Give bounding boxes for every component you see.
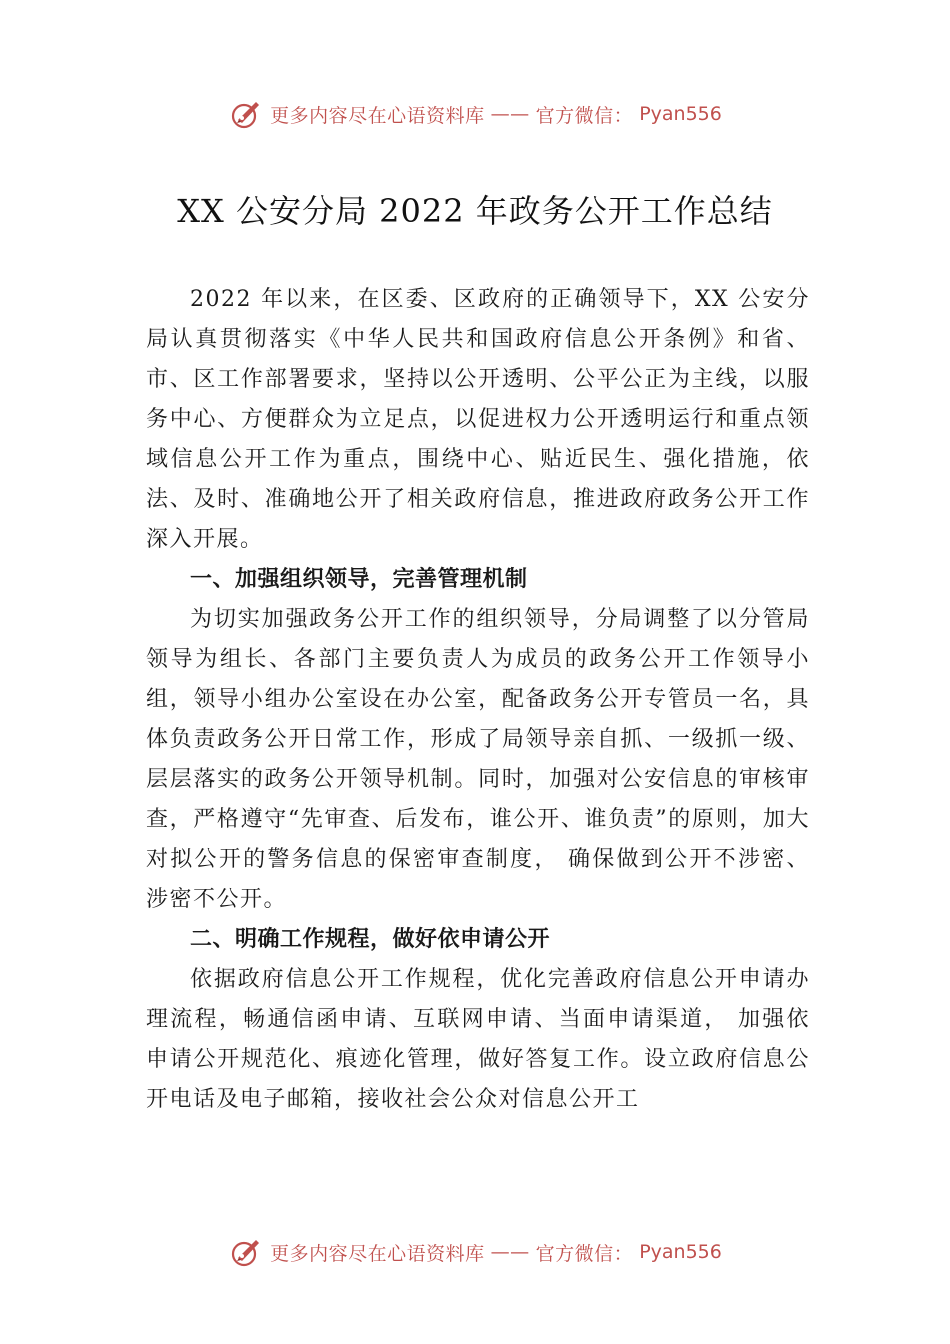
quill-pen-icon	[228, 96, 264, 132]
watermark-text: 更多内容尽在心语资料库	[270, 104, 485, 127]
watermark-code: Pyan556	[639, 103, 722, 125]
watermark-text: 更多内容尽在心语资料库	[270, 1242, 485, 1265]
section-2-body: 依据政府信息公开工作规程，优化完善政府信息公开申请办理流程，畅通信函申请、互联网申请、当面申请渠道， 加强依申请公开规范化、痕迹化管理，做好答复工作。设立政府信息公开电话及电子邮箱，接收社会公众对信息公开工	[146, 967, 810, 1112]
watermark-separator: ——	[490, 103, 530, 125]
intro-paragraph: 2022 年以来，在区委、区政府的正确领导下，XX 公安分局认真贯彻落实《中华人民共和国政府信息公开条例》和省、市、区工作部署要求，坚持以公开透明、公平公正为主线，以服务中心、方便群众为立足点，以促进权力公开透明运行和重点领域信息公开工作为重点，围绕中心、贴近民生、强化措施，依法、及时、准确地公开了相关政府信息，推进政府政务公开工作深入开展。	[146, 287, 810, 552]
watermark-separator: ——	[490, 1241, 530, 1263]
footer-watermark	[0, 1232, 950, 1272]
document-body	[146, 280, 810, 1120]
section-1-heading: 一、加强组织领导，完善管理机制	[190, 567, 528, 592]
section-2-heading: 二、明确工作规程，做好依申请公开	[190, 927, 551, 952]
section-1-body: 为切实加强政务公开工作的组织领导，分局调整了以分管局领导为组长、各部门主要负责人为成员的政务公开工作领导小组，领导小组办公室设在办公室，配备政务公开专管员一名，具体负责政务公开日常工作，形成了局领导亲自抓、一级抓一级、层层落实的政务公开领导机制。同时，加强对公安信息的审核审查，严格遵守“先审查、后发布，谁公开、谁负责”的原则，加大对拟公开的警务信息的保密审查制度， 确保做到公开不涉密、涉密不公开。	[146, 607, 810, 912]
watermark-label: 官方微信：	[535, 104, 634, 127]
quill-pen-icon	[228, 1234, 264, 1270]
watermark-label: 官方微信：	[535, 1242, 634, 1265]
document-title: XX 公安分局 2022 年政务公开工作总结	[177, 192, 773, 230]
watermark-code: Pyan556	[639, 1241, 722, 1263]
header-watermark	[0, 94, 950, 134]
